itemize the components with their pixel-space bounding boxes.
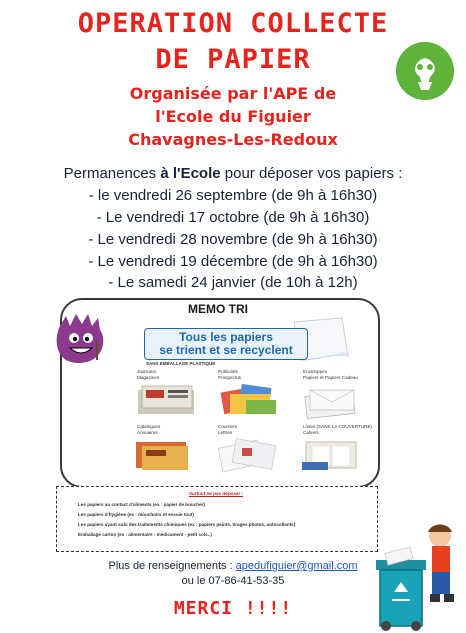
category-name: Lettres — [218, 430, 233, 435]
closing-thanks: MERCI !!!! — [173, 598, 293, 619]
warning-item: Les papiers d'hygiène (ex : mouchoirs et essuie tout) — [78, 512, 194, 517]
title-line-2: DE PAPIER — [155, 44, 311, 75]
envelopes-image — [300, 386, 362, 420]
organizer-line-1: Organisée par l'APE de — [129, 84, 337, 103]
letters-image — [214, 436, 284, 474]
warning-item: Les papiers ayant subi des traitements chimiques (ex : papiers peints, tirages photos, autocollants) — [78, 522, 296, 527]
warning-item: Emballage carton (ex : alimentaire - médicament - petit cols..) — [78, 532, 212, 537]
schedule-date: - Le vendredi 28 novembre (de 9h à 16h30) — [88, 231, 378, 248]
category-name: Prospectus — [218, 375, 241, 380]
category-name: Catalogues — [137, 424, 161, 429]
slogan-line-2: se trient et se recyclent — [159, 343, 293, 357]
email-link[interactable]: apedufiguier@gmail.com — [235, 560, 358, 572]
category-name: Livres (SANS LA COUVERTURE) — [303, 424, 373, 429]
category-name: Courriers — [218, 424, 237, 429]
school-logo — [396, 42, 454, 100]
category-name: Papiers et Papiers Cadeau — [303, 375, 358, 380]
category-label — [218, 424, 237, 436]
books-image — [300, 436, 364, 472]
category-label — [137, 424, 160, 436]
schedule-date: - Le vendredi 19 décembre (de 9h à 16h30) — [88, 253, 378, 270]
category-name: Publicités — [218, 369, 238, 374]
category-name: Cahiers — [303, 430, 319, 435]
phone-number: ou le 07-86-41-53-35 — [181, 575, 285, 587]
flyers-image — [216, 380, 286, 418]
slogan-line-1: Tous les papiers — [179, 330, 273, 344]
category-name: Enveloppes — [303, 369, 328, 374]
category-name: Annuaires — [137, 430, 158, 435]
contact-prefix: Plus de renseignements : — [108, 560, 236, 572]
memo-title: MEMO TRI — [188, 302, 248, 316]
warning-item: Les papiers au contact d'aliments (ex : papier de boucher) — [78, 502, 205, 507]
intro-prefix: Permanences — [63, 165, 161, 182]
schedule-date: - le vendredi 26 septembre (de 9h à 16h30) — [88, 187, 378, 204]
fig-tree-icon — [396, 42, 454, 100]
category-label — [303, 369, 358, 381]
intro-bold: à l'Ecole — [160, 165, 221, 182]
organizer-line-2: l'Ecole du Figuier — [155, 107, 311, 126]
intro-suffix: pour déposer vos papiers : — [220, 165, 403, 182]
category-name: Magazines — [137, 375, 160, 380]
schedule-date: - Le vendredi 17 octobre (de 9h à 16h30) — [96, 209, 370, 226]
monster-mascot-icon — [52, 312, 108, 368]
newspapers-image — [134, 384, 200, 418]
warning-title: Surtout ne pas déposer : — [188, 491, 244, 496]
recycling-slogan — [144, 328, 308, 360]
title-line-1: OPERATION COLLECTE — [77, 8, 389, 39]
category-label — [303, 424, 372, 436]
town-name: Chavagnes-Les-Redoux — [128, 130, 338, 149]
no-plastic-note: SANS EMBALLAGE PLASTIQUE — [146, 361, 216, 366]
schedule-intro — [0, 164, 466, 184]
catalogs-image — [132, 438, 196, 472]
category-name: Journaux — [137, 369, 156, 374]
category-label — [137, 369, 159, 381]
schedule-date: - Le samedi 24 janvier (de 10h à 12h) — [108, 274, 358, 291]
